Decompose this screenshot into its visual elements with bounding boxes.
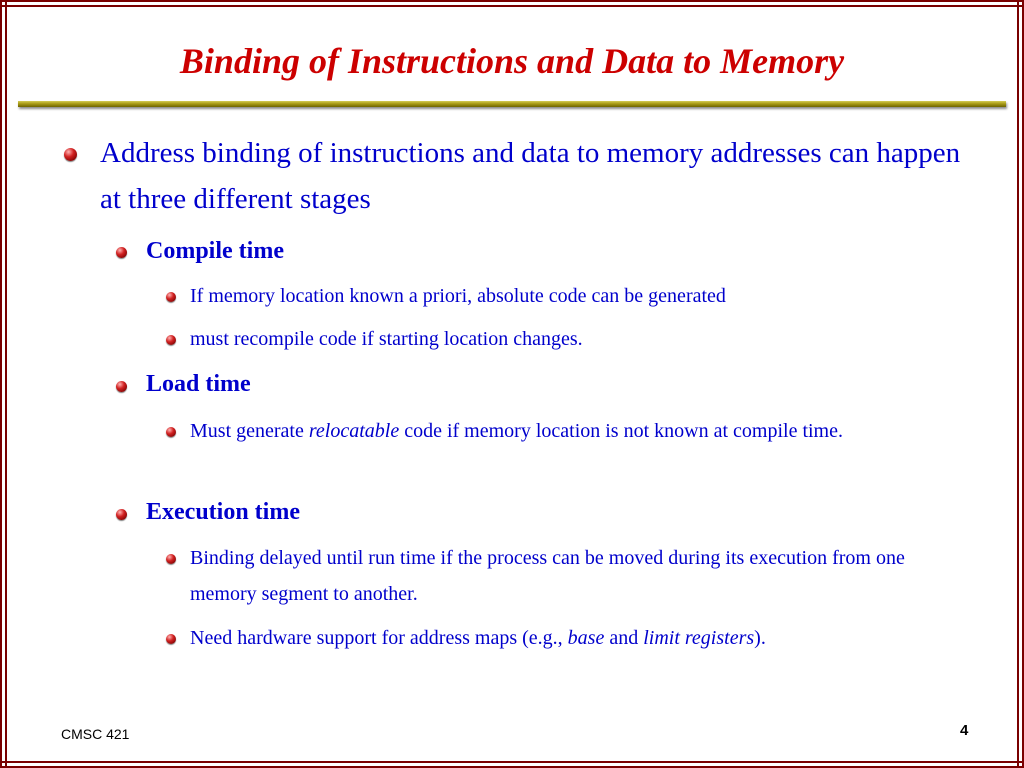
heading-load-time: Load time [146, 371, 251, 397]
load-sub-1 [190, 413, 980, 449]
bullet-icon [166, 335, 176, 345]
bullet-icon [116, 381, 127, 392]
execution-sub-2-end: ). [754, 627, 766, 649]
execution-sub-2-and: and [604, 627, 644, 649]
load-sub-1-rest: code if memory location is not known at compile time. [399, 420, 843, 442]
course-footer: CMSC 421 [61, 726, 130, 742]
load-sub-1-text: Must generate [190, 420, 309, 442]
slide-title: Binding of Instructions and Data to Memory [179, 41, 845, 81]
base-emphasis: base [567, 627, 605, 649]
relocatable-emphasis: relocatable [308, 420, 400, 442]
execution-sub-2 [190, 620, 980, 656]
compile-sub-2: must recompile code if starting location changes. [190, 328, 583, 350]
bullet-icon [166, 634, 176, 644]
bullet-icon [116, 509, 127, 520]
compile-sub-1: If memory location known a priori, absolute code can be generated [190, 285, 726, 307]
bullet-icon [64, 148, 77, 161]
execution-sub-2-text: Need hardware support for address maps (e.g., [190, 627, 568, 649]
bullet-icon [166, 292, 176, 302]
limit-registers-emphasis: limit registers [643, 627, 755, 649]
bullet-icon [166, 554, 176, 564]
execution-sub-1: Binding delayed until run time if the process can be moved during its execution from one memory segment to another. [190, 547, 905, 605]
bullet-icon [166, 427, 176, 437]
bullet-icon [116, 247, 127, 258]
heading-execution-time: Execution time [146, 499, 300, 525]
heading-compile-time: Compile time [146, 238, 284, 264]
bullet-intro: Address binding of instructions and data to memory addresses can happen at three different stages [100, 137, 961, 215]
page-number: 4 [960, 722, 969, 739]
